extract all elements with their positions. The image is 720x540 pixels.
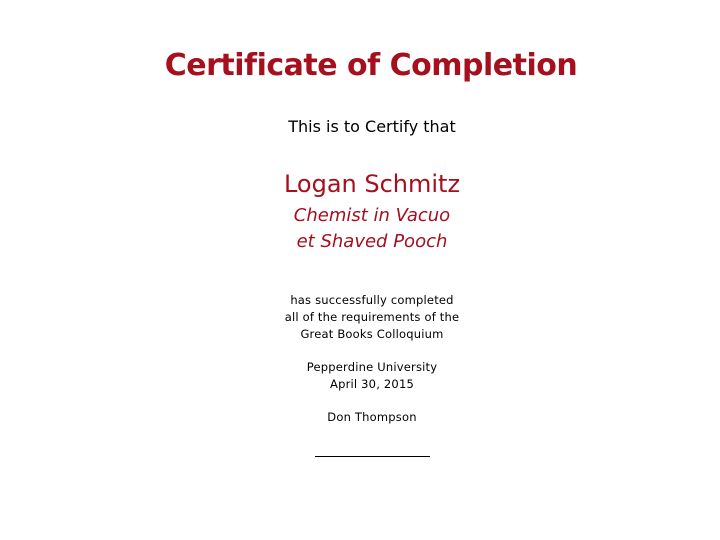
recipient-role-line-2: et Shaved Pooch — [296, 231, 448, 252]
completion-text-line-1: has successfully completed — [290, 293, 454, 307]
certificate-title: Certificate of Completion — [164, 48, 578, 83]
certify-intro: This is to Certify that — [288, 117, 456, 136]
completion-date: April 30, 2015 — [330, 377, 414, 391]
completion-text-line-3: Great Books Colloquium — [300, 327, 444, 341]
institution-name: Pepperdine University — [306, 360, 438, 374]
recipient-name: Logan Schmitz — [283, 170, 461, 198]
signer-name: Don Thompson — [327, 410, 417, 424]
signature-line — [315, 456, 430, 457]
recipient-role-line-1: Chemist in Vacuo — [293, 205, 451, 226]
completion-text-line-2: all of the requirements of the — [284, 310, 460, 324]
